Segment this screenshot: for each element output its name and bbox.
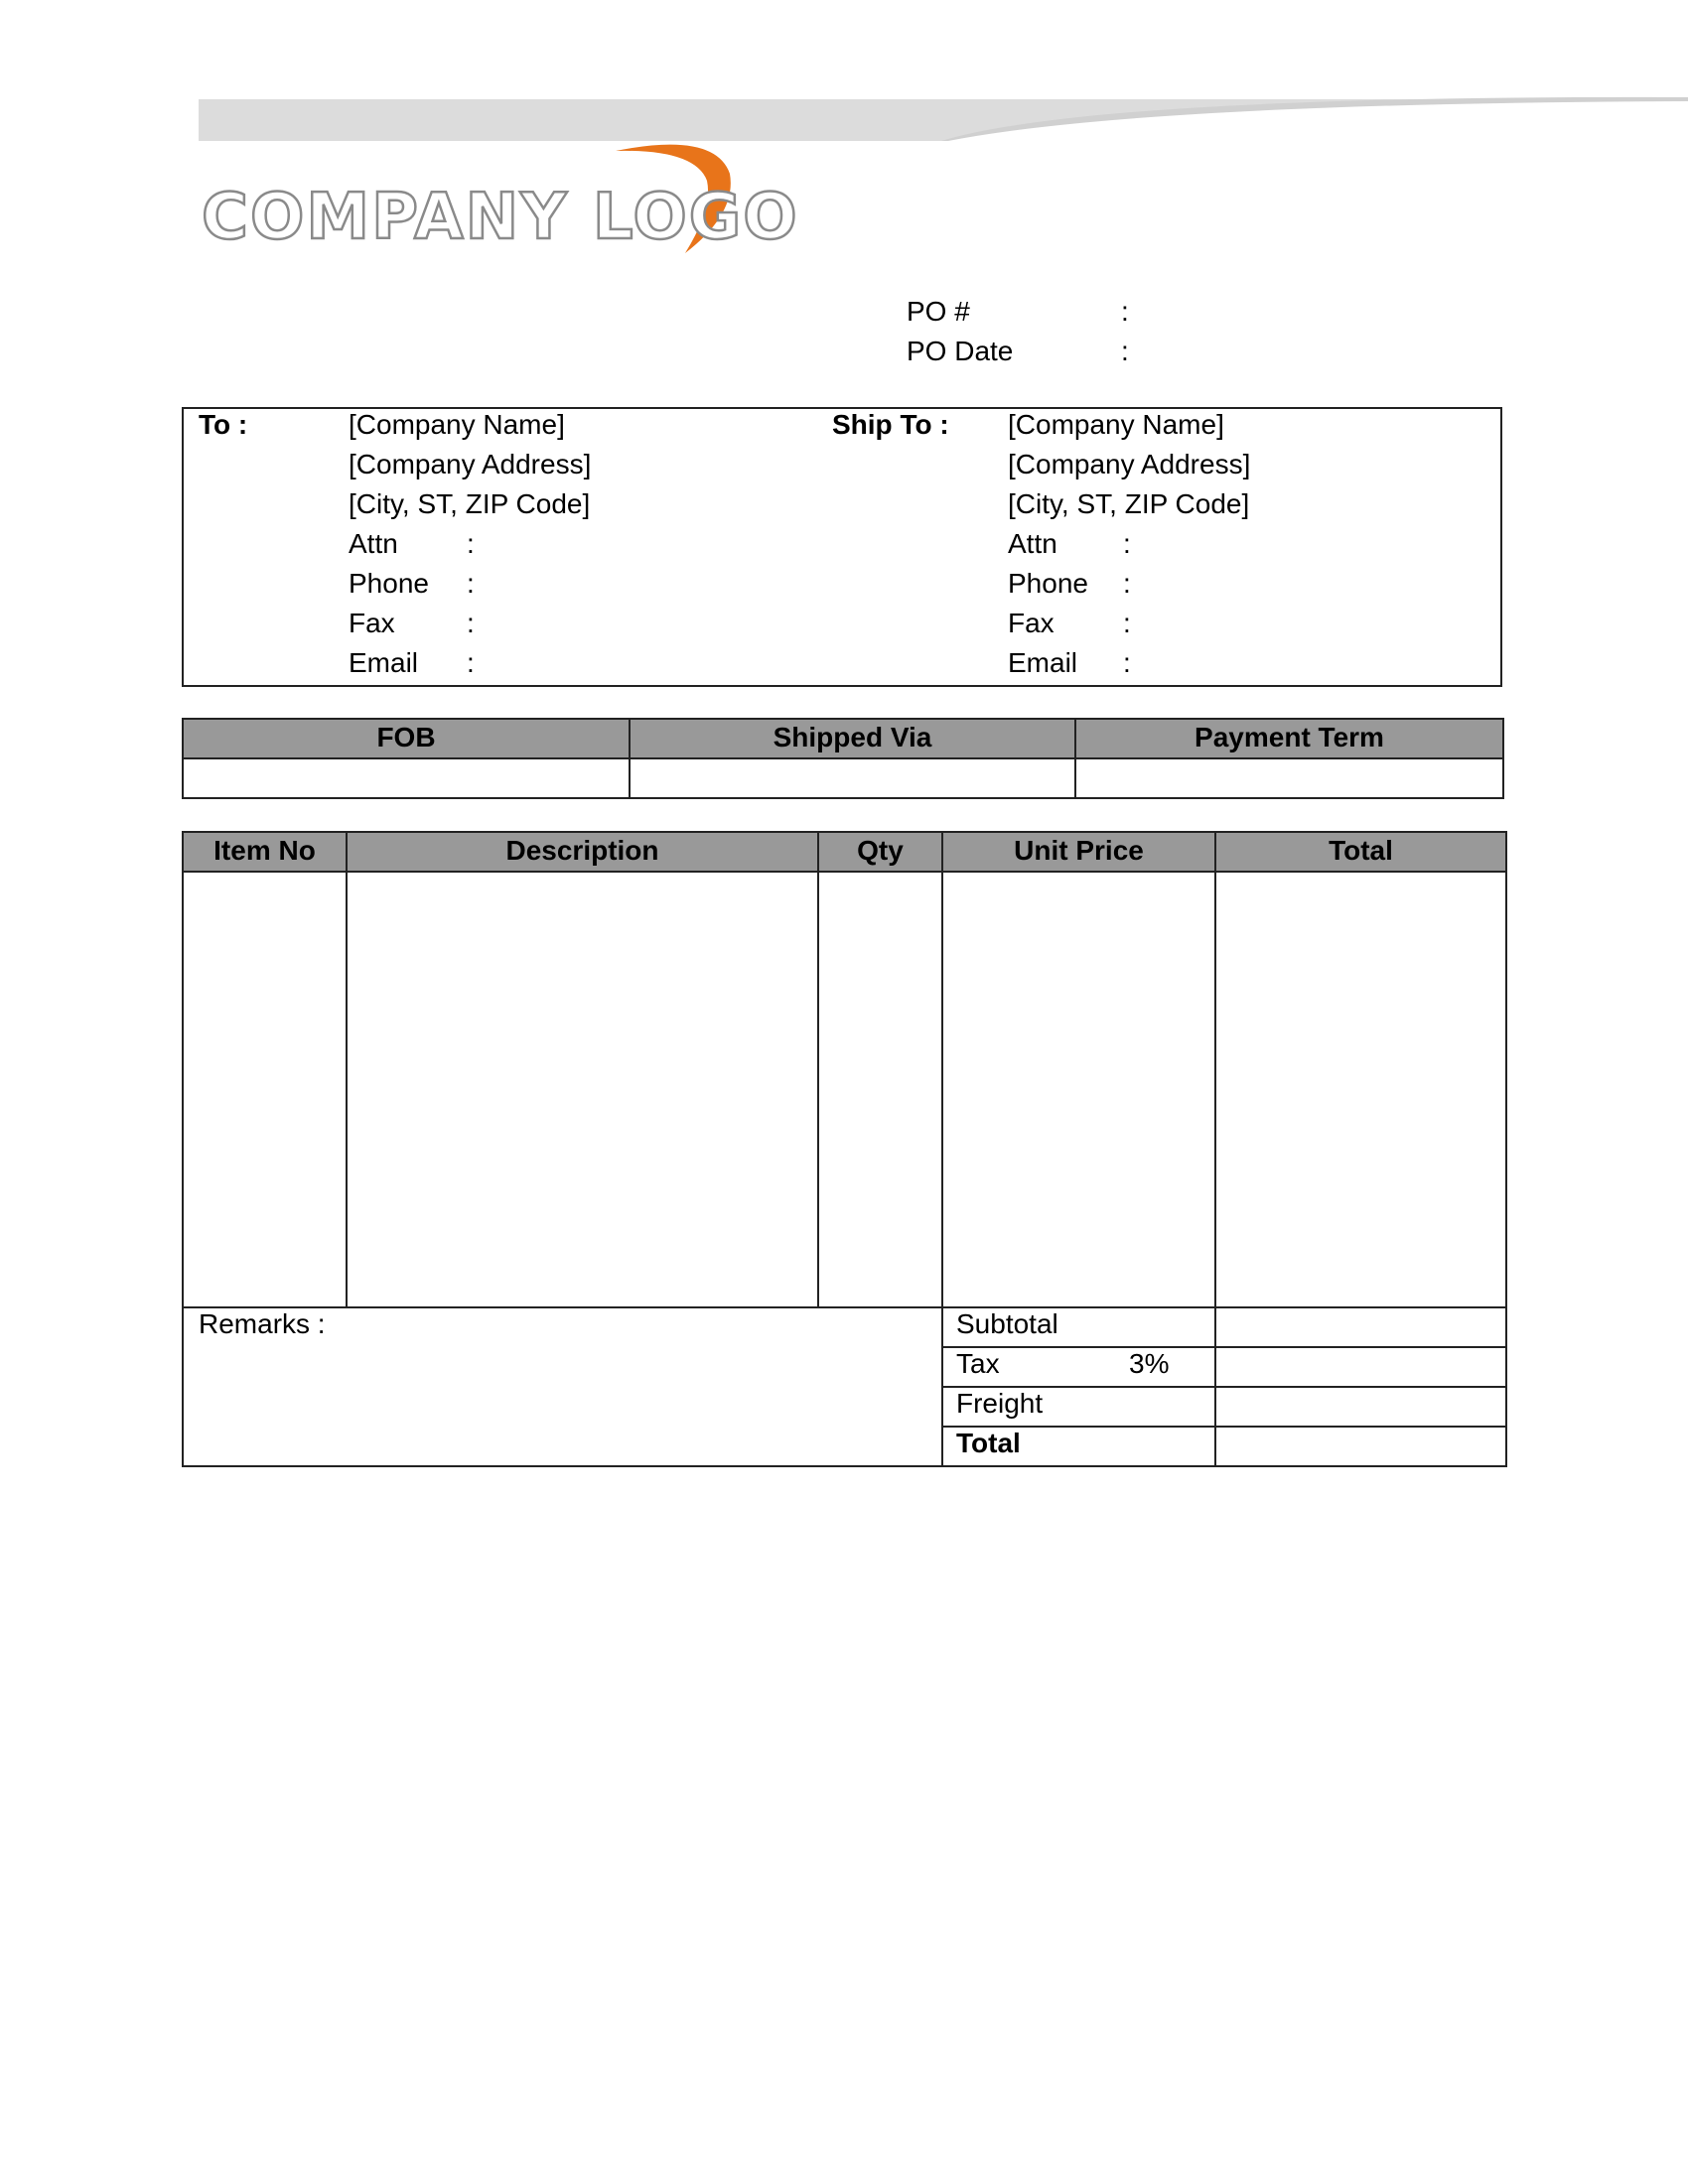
to-company-address: [Company Address]	[349, 449, 592, 479]
to-fax-colon: :	[467, 608, 475, 638]
shipped-via-cell[interactable]	[629, 757, 1076, 799]
subtotal-value-cell[interactable]	[1214, 1306, 1507, 1348]
ship-to-city-st-zip: [City, ST, ZIP Code]	[1008, 488, 1250, 519]
ship-to-phone-label: Phone	[1008, 568, 1088, 599]
to-label: To :	[199, 409, 248, 440]
ship-to-attn-colon: :	[1123, 528, 1131, 559]
remarks-label: Remarks :	[199, 1308, 326, 1339]
to-company-name: [Company Name]	[349, 409, 565, 440]
total-label: Total	[956, 1428, 1021, 1458]
tax-value-cell[interactable]	[1214, 1346, 1507, 1388]
ship-to-email-label: Email	[1008, 647, 1078, 678]
to-email-colon: :	[467, 647, 475, 678]
po-number-colon: :	[1121, 296, 1129, 327]
qty-column[interactable]	[817, 871, 943, 1308]
unit-price-header: Unit Price	[941, 831, 1216, 873]
company-logo: COMPANY LOGO	[202, 181, 799, 254]
shipped-via-header: Shipped Via	[629, 718, 1076, 759]
tax-rate: 3%	[1129, 1348, 1170, 1379]
ship-to-email-colon: :	[1123, 647, 1131, 678]
ship-to-company-address: [Company Address]	[1008, 449, 1251, 479]
fob-header: FOB	[182, 718, 631, 759]
qty-header: Qty	[817, 831, 943, 873]
item-no-column[interactable]	[182, 871, 348, 1308]
grand-total-value-cell[interactable]	[1214, 1426, 1507, 1467]
to-attn-colon: :	[467, 528, 475, 559]
to-fax-label: Fax	[349, 608, 395, 638]
description-header: Description	[346, 831, 819, 873]
to-phone-colon: :	[467, 568, 475, 599]
tax-label: Tax	[956, 1348, 1000, 1379]
payment-term-header: Payment Term	[1074, 718, 1504, 759]
payment-term-cell[interactable]	[1074, 757, 1504, 799]
po-date-label: PO Date	[907, 336, 1014, 366]
subtotal-label: Subtotal	[956, 1308, 1058, 1339]
po-number-label: PO #	[907, 296, 970, 327]
fob-cell[interactable]	[182, 757, 631, 799]
to-email-label: Email	[349, 647, 419, 678]
to-phone-label: Phone	[349, 568, 429, 599]
freight-value-cell[interactable]	[1214, 1386, 1507, 1428]
ship-to-fax-label: Fax	[1008, 608, 1055, 638]
ship-to-label: Ship To :	[832, 409, 949, 440]
ship-to-phone-colon: :	[1123, 568, 1131, 599]
to-attn-label: Attn	[349, 528, 398, 559]
total-header: Total	[1214, 831, 1507, 873]
total-column[interactable]	[1214, 871, 1507, 1308]
description-column[interactable]	[346, 871, 819, 1308]
po-date-colon: :	[1121, 336, 1129, 366]
ship-to-company-name: [Company Name]	[1008, 409, 1224, 440]
freight-label: Freight	[956, 1388, 1044, 1419]
ship-to-attn-label: Attn	[1008, 528, 1057, 559]
ship-to-fax-colon: :	[1123, 608, 1131, 638]
to-city-st-zip: [City, ST, ZIP Code]	[349, 488, 591, 519]
unit-price-column[interactable]	[941, 871, 1216, 1308]
item-no-header: Item No	[182, 831, 348, 873]
